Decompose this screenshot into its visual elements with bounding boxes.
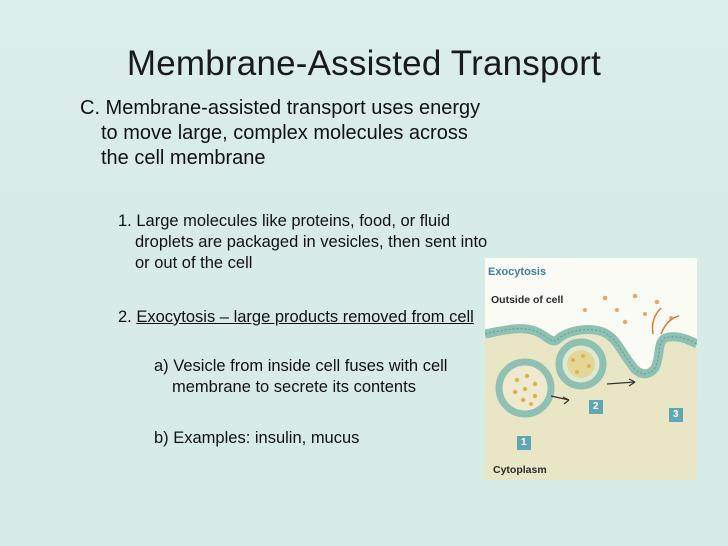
slide-title: Membrane-Assisted Transport: [126, 44, 602, 83]
exocytosis-figure: [485, 258, 697, 480]
figure-heading: Exocytosis: [488, 266, 547, 278]
cytoplasm-label: Cytoplasm: [493, 464, 547, 476]
bullet-item-1: 1. Large molecules like proteins, food, or fluid droplets are packaged in vesicles, then sent into or out of the cell: [118, 212, 488, 272]
bullet-c: C. Membrane-assisted transport uses energy to move large, complex molecules across the cell membrane: [80, 97, 481, 169]
release-arrow: [652, 308, 661, 334]
exocytosis-diagram: [485, 258, 697, 480]
fusing-vesicle-content: [567, 350, 595, 378]
bullet-item-2-number: 2.: [118, 308, 137, 326]
outside-of-cell-label: Outside of cell: [491, 294, 564, 306]
bullet-item-2a: a) Vesicle from inside cell fuses with cell membrane to secrete its contents: [154, 357, 448, 396]
step-2-label: 2: [593, 401, 599, 412]
bullet-item-2b: b) Examples: insulin, mucus: [154, 429, 360, 447]
exocytosis-definition: Exocytosis – large products removed from cell: [136, 308, 474, 326]
step-1-label: 1: [521, 437, 527, 448]
step-3-label: 3: [673, 409, 679, 420]
bullet-item-2: [118, 307, 490, 328]
